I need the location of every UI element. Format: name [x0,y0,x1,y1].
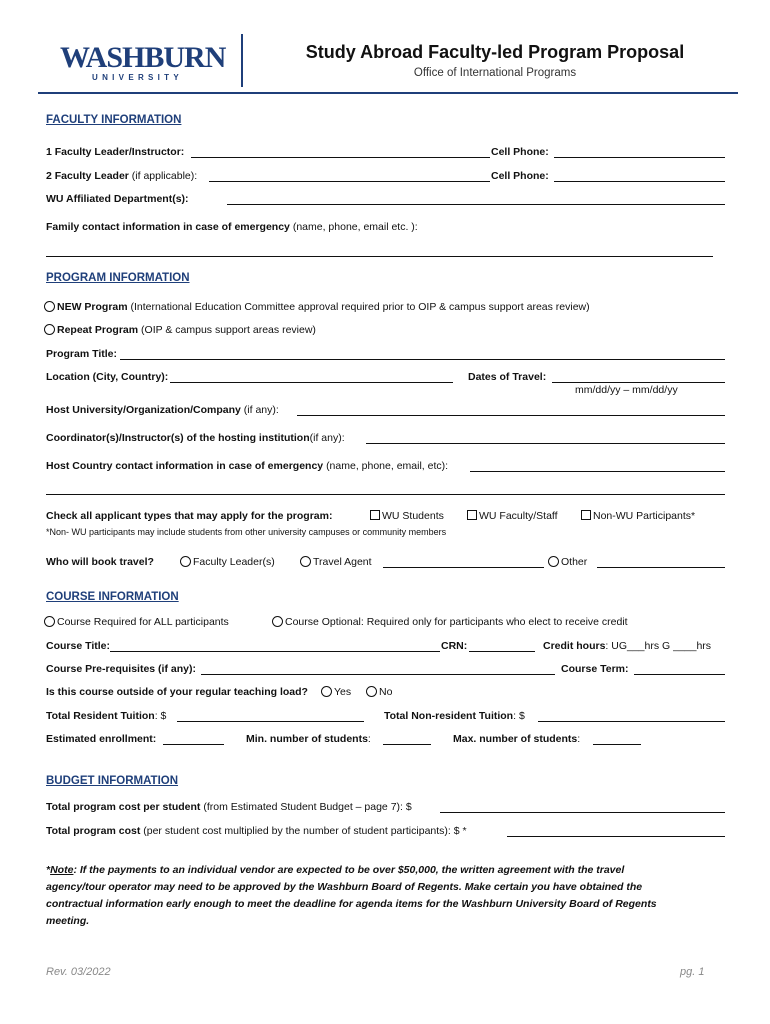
dates-field[interactable] [552,382,725,383]
leader1-label: 1 Faculty Leader/Instructor: [46,146,185,158]
max-students-field[interactable] [593,744,641,745]
family-note: (name, phone, email etc. ): [292,221,418,233]
course-title-field[interactable] [110,651,440,652]
per-student-label: Total program cost per student [46,801,201,813]
load-yes-label: Yes [334,686,352,698]
load-label: Is this course outside of your regular teaching load? [46,686,308,698]
program-section-heading: PROGRAM INFORMATION [46,272,190,284]
max-students-label: Max. number of students [453,733,578,745]
repeat-program-label: Repeat Program [57,324,139,336]
min-students-field[interactable] [383,744,431,745]
host-note: (if any): [243,404,279,416]
applicant-label: Check all applicant types that may apply for the program: [46,510,333,522]
load-no-label: No [379,686,393,698]
page-title: Study Abroad Faculty-led Program Proposal [305,42,685,62]
coord-field[interactable] [366,443,725,444]
leader1-field[interactable] [191,157,490,158]
nonres-tuition-field[interactable] [538,721,725,722]
non-wu-checkbox[interactable] [581,510,591,520]
term-field[interactable] [634,674,725,675]
new-program-row[interactable] [44,301,590,313]
travel-option-faculty[interactable] [180,556,275,568]
res-tuition-row: Total Resident Tuition: $ [46,710,167,722]
load-no-option[interactable] [366,686,392,698]
note-text: : If the payments to an individual vendor are expected to be over $50,000, the written agreement with the travel agency/tour operator may need to be approved by the Washburn Board of Regents. Make certain you have obtained the contractual information early enough to meet the deadline for agenda items for the Washburn University Board of Regents meeting. [46,864,657,927]
leader1-cell-field[interactable] [554,157,725,158]
travel-other-radio[interactable] [548,556,559,567]
new-program-note: (International Education Committee approval required prior to OIP & campus support areas review) [130,301,590,313]
host-label: Host University/Organization/Company [46,404,241,416]
page-number: pg. 1 [680,966,705,978]
course-optional-label: Course Optional: Required only for participants who elect to receive credit [285,616,628,628]
host-contact-note: (name, phone, email, etc): [326,460,449,472]
non-wu-label: Non-WU Participants* [593,510,696,522]
new-program-radio[interactable] [44,301,55,312]
travel-faculty-label: Faculty Leader(s) [193,556,275,568]
travel-agent-radio[interactable] [300,556,311,567]
est-enroll-field[interactable] [163,744,224,745]
course-section-heading: COURSE INFORMATION [46,591,179,603]
prereq-label: Course Pre-requisites (if any): [46,663,196,675]
dept-field[interactable] [227,204,725,205]
res-tuition-label: Total Resident Tuition [46,710,155,722]
program-title-field[interactable] [120,359,725,360]
applicant-option-wu-faculty[interactable] [467,510,558,522]
load-yes-option[interactable] [321,686,351,698]
load-yes-radio[interactable] [321,686,332,697]
min-students-row: Min. number of students: [246,733,371,745]
total-cost-note: (per student cost multiplied by the number of student participants): [143,825,451,837]
applicant-option-wu-students[interactable] [370,510,444,522]
travel-agent-label: Travel Agent [313,556,372,568]
washburn-logo [60,41,226,82]
family-label: Family contact information in case of emergency [46,221,290,233]
travel-other-field[interactable] [597,567,725,568]
leader2-field[interactable] [209,181,490,182]
wu-students-checkbox[interactable] [370,510,380,520]
total-cost-prefix: $ * [453,825,467,837]
crn-label: CRN: [441,640,468,652]
per-student-currency: $ [405,801,412,813]
travel-other-label: Other [561,556,588,568]
credit-hours-row[interactable] [543,640,711,652]
repeat-program-row[interactable] [44,324,316,336]
regents-note [46,862,666,930]
credit-hours-label: Credit hours [543,640,606,652]
location-field[interactable] [170,382,453,383]
total-cost-field[interactable] [507,836,725,837]
family-label-row [46,221,418,233]
program-title-label: Program Title: [46,348,117,360]
nonres-tuition-label: Total Non-resident Tuition [384,710,514,722]
res-tuition-currency: $ [160,710,167,722]
coord-label: Coordinator(s)/Instructor(s) of the hosting institution [46,432,310,444]
location-label: Location (City, Country): [46,371,169,383]
logo-sub-text: UNIVERSITY [92,73,184,82]
nonres-tuition-row: Total Non-resident Tuition: $ [384,710,525,722]
course-required-radio[interactable] [44,616,55,627]
course-required-row[interactable] [44,616,229,628]
per-student-note: (from Estimated Student Budget – page 7): [203,801,403,813]
repeat-program-radio[interactable] [44,324,55,335]
revision-label: Rev. 03/2022 [46,966,111,978]
term-label: Course Term: [561,663,629,675]
host-contact-field[interactable] [470,471,725,472]
applicant-footnote: *Non- WU participants may include students from other university campuses or community members [46,527,447,537]
family-field[interactable] [46,256,713,257]
dates-label: Dates of Travel: [468,371,547,383]
host-contact-label: Host Country contact information in case of emergency [46,460,324,472]
min-students-label: Min. number of students [246,733,368,745]
load-no-radio[interactable] [366,686,377,697]
credit-hours-text: : UG___hrs G ____hrs [605,640,712,652]
crn-field[interactable] [469,651,535,652]
dept-label: WU Affiliated Department(s): [46,193,189,205]
per-student-field[interactable] [440,812,725,813]
leader1-cell-label: Cell Phone: [491,146,549,158]
max-students-row: Max. number of students: [453,733,581,745]
host-contact-label-row [46,460,448,472]
travel-faculty-radio[interactable] [180,556,191,567]
per-student-row [46,801,412,813]
header-rule [38,92,738,94]
header-divider [241,34,243,87]
wu-faculty-checkbox[interactable] [467,510,477,520]
new-program-label: NEW Program [57,301,128,313]
leader2-note: (if applicable): [131,170,198,182]
prereq-field[interactable] [201,674,555,675]
course-title-label: Course Title: [46,640,110,652]
host-field[interactable] [297,415,725,416]
logo-main-text: WASHBURN [60,41,226,74]
leader2-cell-field[interactable] [554,181,725,182]
note-label: Note [50,864,74,876]
travel-agent-field[interactable] [383,567,544,568]
course-optional-radio[interactable] [272,616,283,627]
host-label-row [46,404,279,416]
est-enroll-label: Estimated enrollment: [46,733,157,745]
budget-section-heading: BUDGET INFORMATION [46,775,179,787]
coord-label-row [46,432,345,444]
faculty-section-heading: FACULTY INFORMATION [46,114,182,126]
note-prefix: * [46,864,51,876]
leader2-label-row [46,170,197,182]
travel-option-other[interactable] [548,556,587,568]
load-row [46,686,308,698]
wu-faculty-label: WU Faculty/Staff [479,510,558,522]
total-cost-row [46,825,467,837]
course-optional-row[interactable] [272,616,628,628]
leader2-cell-label: Cell Phone: [491,170,549,182]
travel-label: Who will book travel? [46,556,154,568]
wu-students-label: WU Students [382,510,444,522]
coord-note: (if any): [309,432,345,444]
course-required-label: Course Required for ALL participants [57,616,229,628]
total-cost-label: Total program cost [46,825,141,837]
page-subtitle: Office of International Programs [413,67,577,79]
leader2-label: 2 Faculty Leader [46,170,129,182]
res-tuition-field[interactable] [177,721,364,722]
host-contact-field-2[interactable] [46,494,725,495]
applicant-option-non-wu[interactable] [581,510,695,522]
repeat-program-note: (OIP & campus support areas review) [141,324,316,336]
travel-option-agent[interactable] [300,556,372,568]
dates-format: mm/dd/yy – mm/dd/yy [575,384,678,396]
nonres-tuition-currency: $ [518,710,525,722]
